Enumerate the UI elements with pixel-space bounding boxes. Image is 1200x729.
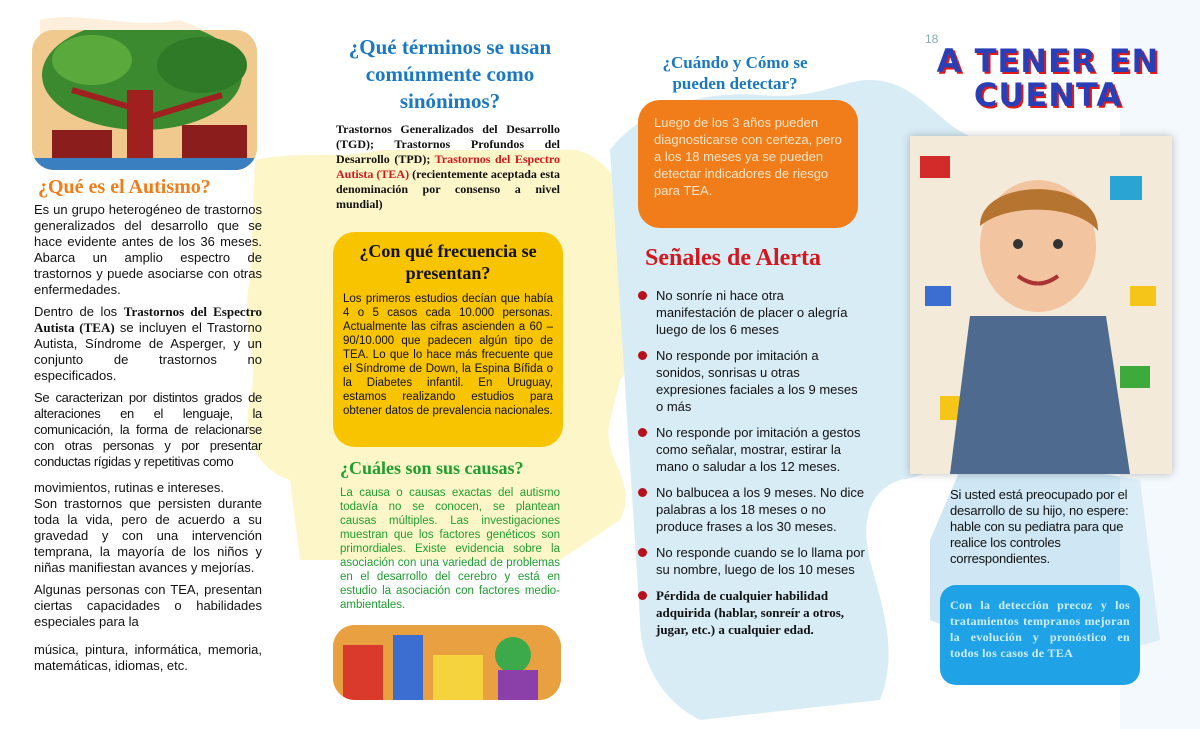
title-block xyxy=(918,44,1178,112)
causes-heading: ¿Cuáles son sus causas? xyxy=(340,458,524,478)
autism-paragraph-4: Son trastornos que persisten durante toda la vida, pero de acuerdo a su gravedad y con una intervención temprana, la mayoría de los niños y niñas manifiestan avances y mejorías. xyxy=(34,496,262,575)
bullet-dot-icon xyxy=(638,351,647,360)
autism-paragraph-3b: movimientos, rutinas e intereses. xyxy=(34,480,225,495)
detect-heading: ¿Cuándo y Cómo se pueden detectar? xyxy=(662,53,808,93)
bullet-dot-icon xyxy=(638,291,647,300)
detect-text: Luego de los 3 años pueden diagnosticarse con certeza, pero a los 18 meses ya se pueden detectar indicadores de riesgo para TEA. xyxy=(654,115,842,198)
bullet-dot-icon xyxy=(638,591,647,600)
autism-paragraph-5: Algunas personas con TEA, presentan ciertas capacidades o habilidades especiales para la xyxy=(34,582,262,629)
autism-paragraph-1: Es un grupo heterogéneo de trastornos generalizados del desarrollo que se hace evidente antes de los 36 meses. Abarca un amplio espectro de trastornos y puede asociarse con otras enfermedades. xyxy=(34,202,262,297)
child-photo xyxy=(910,136,1172,474)
detect-box xyxy=(638,100,858,228)
alert-text: No sonríe ni hace otra manifestación de placer o alegría luego de los 6 meses xyxy=(656,288,848,337)
alert-item xyxy=(636,544,866,578)
alert-text: No responde cuando se lo llama por su nombre, luego de los 10 meses xyxy=(656,545,865,577)
child-puzzle-photo-icon xyxy=(910,136,1172,474)
frequency-heading: ¿Con qué frecuencia se presentan? xyxy=(359,241,537,283)
alert-item xyxy=(636,347,866,415)
alert-item xyxy=(636,424,866,475)
alert-text: Pérdida de cualquier habilidad adquirida (hablar, sonreír a otros, jugar, etc.) a cualquier edad. xyxy=(656,588,845,637)
terms-tail: (recientemente aceptada esta denominación por consenso a nivel mundial) xyxy=(336,167,560,211)
synonyms-terms xyxy=(336,122,560,212)
p2-post: se incluyen el Trastorno Autista, Síndrome de Asperger, y un conjunto de trastornos no especificados. xyxy=(34,320,262,383)
causes-text: La causa o causas exactas del autismo todavía no se conocen, se plantean causas múltiples. Las investigaciones muestran que los factores genéticos son primordiales. Existe evidencia sobre la asociación con una variedad de problemas en el desarrollo del cerebro y está en estudio la asociación con factores medio-ambientales. xyxy=(340,487,560,611)
autism-description xyxy=(34,202,262,680)
bullet-dot-icon xyxy=(638,548,647,557)
title-line-1: A TENER EN xyxy=(936,42,1160,80)
autism-paragraph-3: Se caracterizan por distintos grados de alteraciones en el lenguaje, la comunicación, la forma de relacionarse con otras personas y por presentar conductas rígidas y repetitivas como xyxy=(34,390,262,469)
drawing-icon xyxy=(333,625,561,700)
info-box xyxy=(940,585,1140,685)
frequency-box xyxy=(333,232,563,447)
alert-heading: Señales de Alerta xyxy=(645,245,821,271)
synonyms-heading: ¿Qué términos se usan comúnmente como sinónimos? xyxy=(348,35,552,113)
terms-black: Trastornos Generalizados del Desarrollo (TGD); Trastornos Profundos del Desarrollo (TPD); xyxy=(336,122,560,166)
advice-text: Si usted está preocupado por el desarrollo de su hijo, no espere: hable con su pediatra para que realice los controles correspondientes. xyxy=(950,487,1129,566)
title-line-2: CUENTA xyxy=(973,76,1123,114)
bullet-dot-icon xyxy=(638,428,647,437)
terms-red: Trastornos del Espectro Autista (TEA) xyxy=(336,152,560,181)
p2-pre: Dentro de los xyxy=(34,304,118,319)
alert-item xyxy=(636,587,866,638)
alert-text: No balbucea a los 9 meses. No dice palabras a los 18 meses o no produce frases a los 30 meses. xyxy=(656,485,865,534)
alert-list xyxy=(636,287,866,647)
autism-heading: ¿Qué es el Autismo? xyxy=(38,176,211,198)
page-number: 18 xyxy=(925,32,939,46)
alert-text: No responde por imitación a gestos como señalar, mostrar, estirar la mano o saludar a los 12 meses. xyxy=(656,425,861,474)
children-drawing-image xyxy=(333,625,561,700)
tree-icon xyxy=(32,30,257,170)
tree-painting-image xyxy=(32,30,257,170)
autism-paragraph-5b: música, pintura, informática, memoria, matemáticas, idiomas, etc. xyxy=(34,642,262,673)
alert-item xyxy=(636,484,866,535)
autism-paragraph-2 xyxy=(34,304,262,384)
tea-term: Trastornos del Espectro Autista (TEA) xyxy=(34,304,262,335)
info-box-text: Con la detección precoz y los tratamientos tempranos mejoran la evolución y pronóstico en todos los casos de TEA xyxy=(950,598,1130,660)
alert-item xyxy=(636,287,866,338)
alert-text: No responde por imitación a sonidos, sonrisas u otras expresiones faciales a los 9 meses o más xyxy=(656,348,858,414)
frequency-text: Los primeros estudios decían que había 4 o 5 casos cada 10.000 personas. Actualmente las cifras ascienden a 60 – 90/10.000 que padecen algún tipo de TEA. Lo que lo hace más frecuente que el Síndrome de Down, la Espina Bífida o la Diabetes infantil. En Uruguay, estamos realizando estudios para obtener datos de prevalencia nacionales. xyxy=(343,293,553,417)
bullet-dot-icon xyxy=(638,488,647,497)
